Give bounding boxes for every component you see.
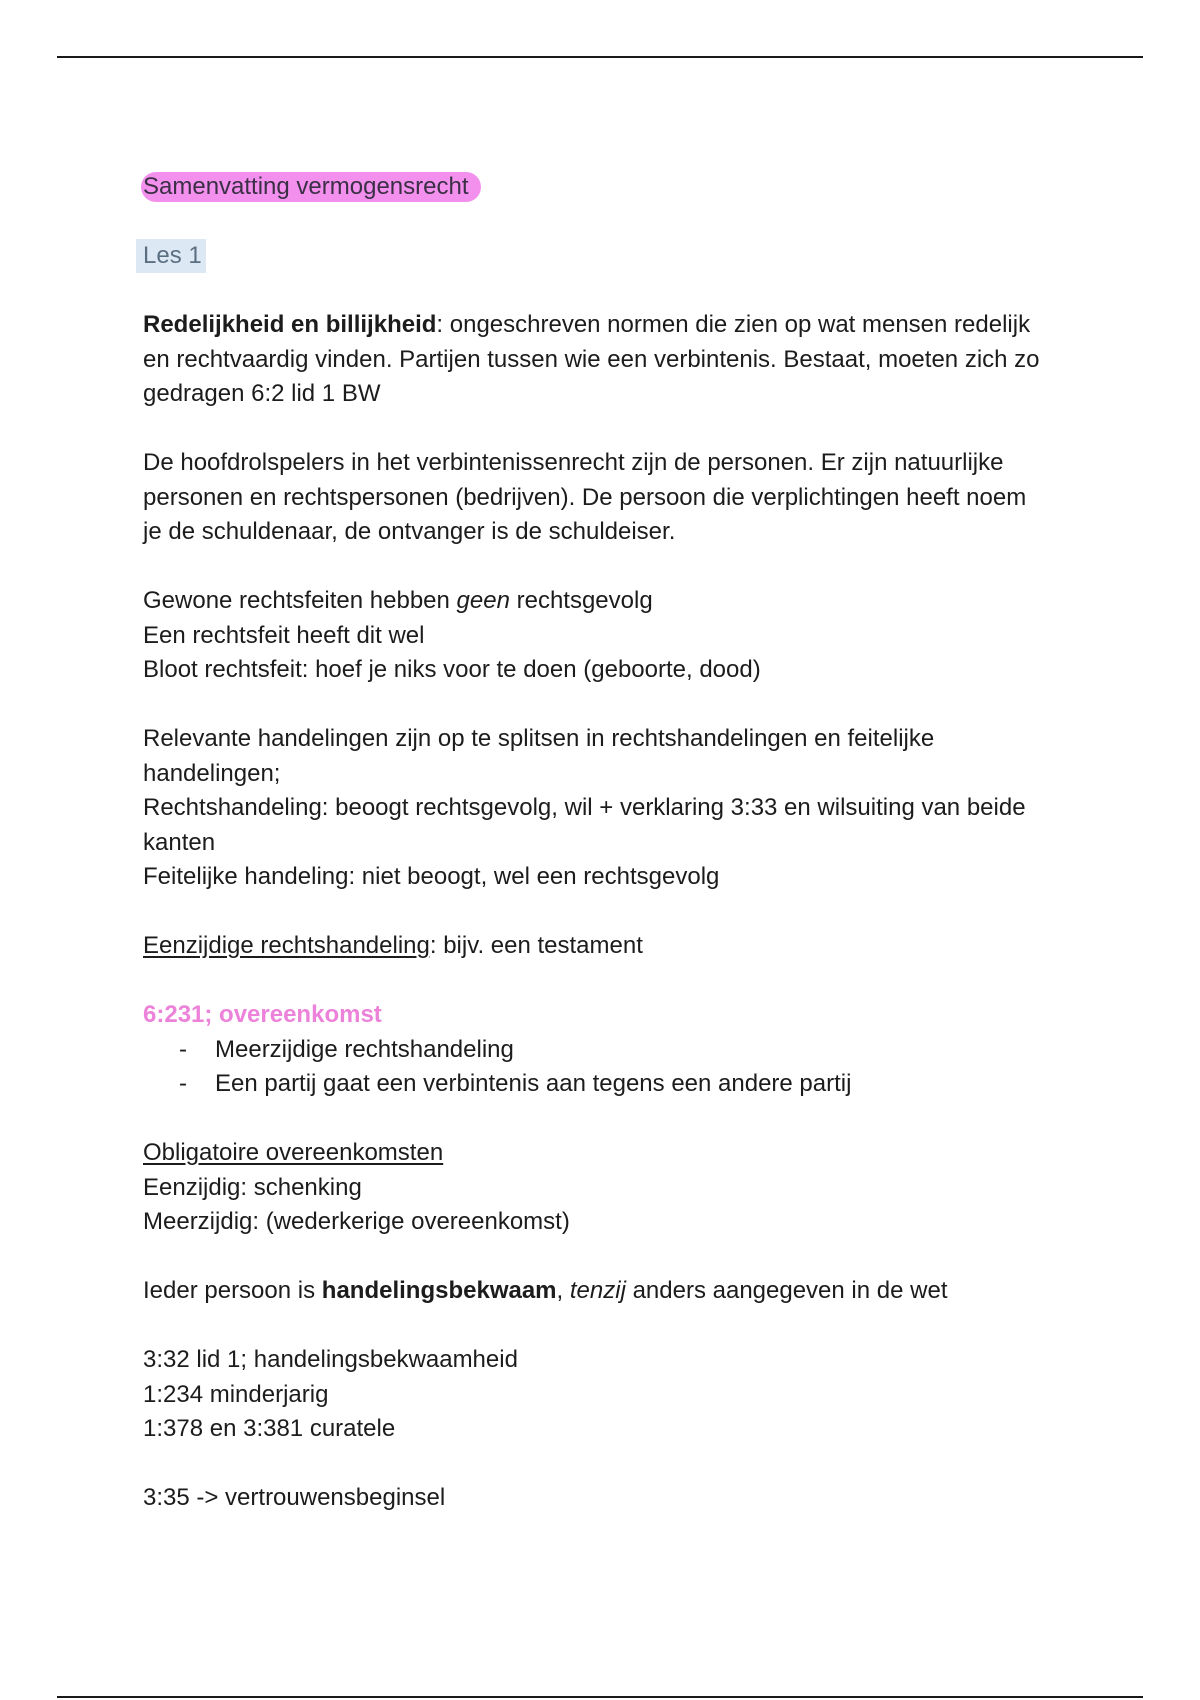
paragraph-redelijkheid [143,308,1043,412]
text-span: Ieder persoon is [143,1277,322,1304]
text-span: , [556,1277,570,1304]
section-overeenkomst [143,998,1043,1102]
dash-bullet: - [179,1035,187,1063]
overeenkomst-list [143,1033,1043,1102]
text-span: rechtsgevolg [509,587,653,614]
overeenkomst-heading: 6:231; overeenkomst [143,1001,382,1028]
line-1-234: 1:234 minderjarig [143,1380,329,1408]
term-eenzijdige: Eenzijdige rechtshandeling [143,932,430,959]
line-feitelijke-handeling: Feitelijke handeling: niet beoogt, wel een rechtsgevolg [143,863,720,890]
line-relevante-handelingen: Relevante handelingen zijn op te splitsen in rechtshandelingen en feitelijke handelingen; [143,725,935,787]
section-heading-les [143,239,1043,274]
line-rechtshandeling: Rechtshandeling: beoogt rechtsgevolg, wil + verklaring 3:33 en wilsuiting van beide kanten [143,794,1026,856]
text-span: Gewone rechtsfeiten hebben [143,587,457,614]
line-obligatoire [143,1136,1043,1171]
list-item [143,1033,1043,1068]
les-label: Les 1 [136,239,206,273]
document-title [143,170,1043,205]
line-eenzijdig: Eenzijdig: schenking [143,1173,362,1201]
line-rechtsfeit: Een rechtsfeit heeft dit wel [143,621,425,649]
term-handelingsbekwaam: handelingsbekwaam [321,1277,557,1304]
text-span: anders aangegeven in de wet [625,1277,948,1304]
title-highlight: Samenvatting vermogensrecht [141,172,481,202]
term-redelijkheid: Redelijkheid en billijkheid [143,311,437,338]
paragraph-handelingsbekwaam [143,1274,1043,1309]
definition-redelijkheid: : ongeschreven normen die zien op wat mensen redelijk en rechtvaardig vinden. Partijen tussen wie een verbintenis. Bestaat, moeten zich zo gedragen 6:2 lid 1 BW [143,311,1040,407]
dash-bullet: - [179,1070,187,1097]
list-item-text: Meerzijdige rechtshandeling [215,1035,514,1063]
line-3-32: 3:32 lid 1; handelingsbekwaamheid [143,1346,518,1373]
line-1-378: 1:378 en 3:381 curatele [143,1415,396,1442]
definition-eenzijdige: : bijv. een testament [429,932,643,959]
paragraph-handelingen [143,722,1043,895]
document-body [143,170,1043,1516]
term-obligatoire: Obligatoire overeenkomsten [143,1139,444,1166]
line-meerzijdig: Meerzijdig: (wederkerige overeenkomst) [143,1208,570,1235]
paragraph-hoofdrolspelers: De hoofdrolspelers in het verbintenissenrecht zijn de personen. Er zijn natuurlijke personen en rechtspersonen (bedrijven). De persoon die verplichtingen heeft noem je de schuldenaar, de ontvanger is de schuldeiser. [143,449,1027,545]
line-gewone-rechtsfeiten [143,584,1043,619]
paragraph-rechtsfeiten [143,584,1043,688]
emphasis-tenzij: tenzij [569,1277,626,1304]
paragraph-artikelen [143,1343,1043,1447]
list-item [143,1067,1043,1102]
emphasis-geen: geen [456,587,510,614]
paragraph-vertrouwensbeginsel: 3:35 -> vertrouwensbeginsel [143,1484,446,1511]
list-item-text: Een partij gaat een verbintenis aan tegens een andere partij [215,1070,852,1097]
paragraph-eenzijdige [143,929,1043,964]
page-bottom-rule [57,1696,1143,1698]
line-bloot-rechtsfeit: Bloot rechtsfeit: hoef je niks voor te doen (geboorte, dood) [143,656,761,683]
page-top-rule [57,56,1143,58]
paragraph-obligatoire [143,1136,1043,1240]
